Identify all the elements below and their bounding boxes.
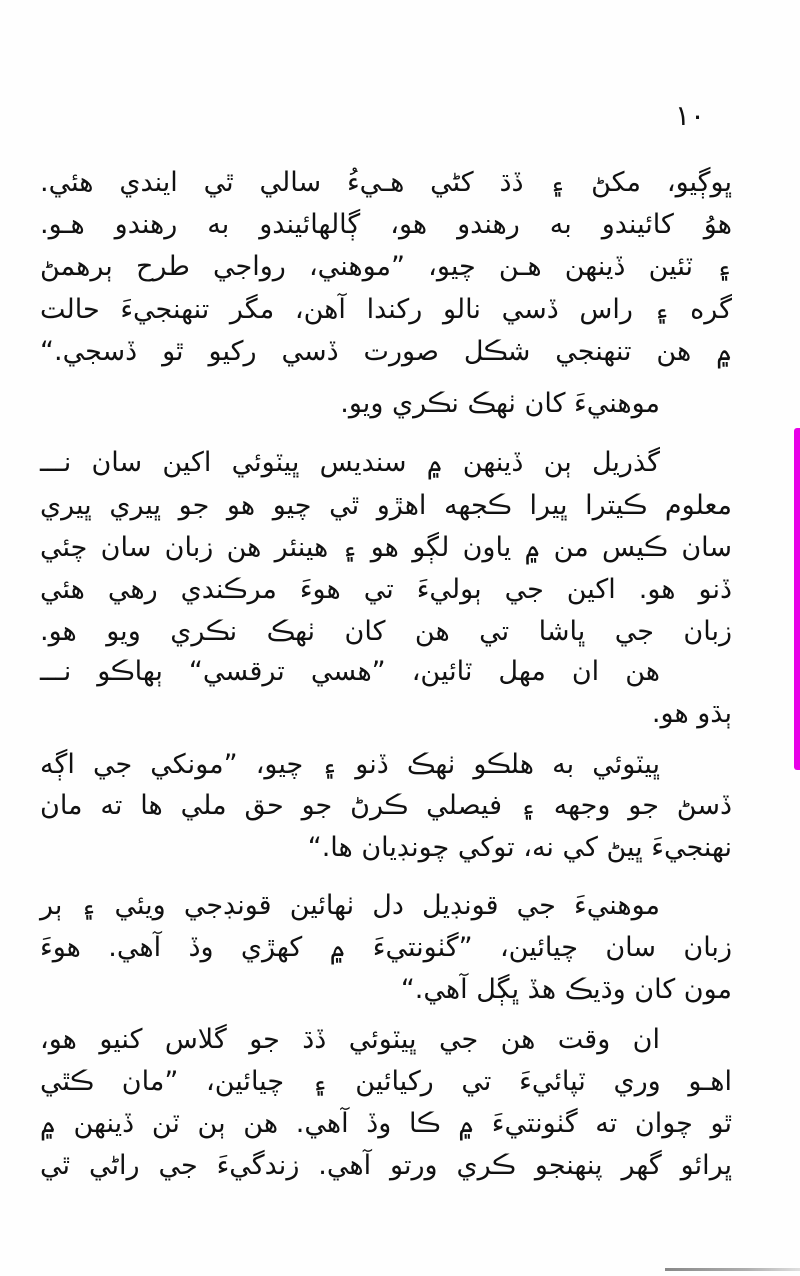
- text-line: ٻڌو هو.: [651, 698, 732, 729]
- text-line: ٿو چوان ته گٺونتيءَ ۾ ڪا وڏ آهي. هن ٻن ٽن ڏينهن ۾: [40, 1108, 732, 1139]
- text-line: نهنجيءَ ڀيڻ کي نه، توکي چونڊيان ها.“: [307, 832, 732, 863]
- text-line: گره ۽ راس ڏسي نالو رکندا آهن، مگر تنهنجيءَ حالت: [40, 294, 732, 325]
- text-line: ڀرائو گهر پنهنجو ڪري ورتو آهي. زندگيءَ جي راڻي ٿي: [40, 1150, 732, 1181]
- text-line: ۽ ٽئين ڏينهن هـن چيو، ”موهني، رواجي طرح ٻرهمڻ: [40, 251, 732, 282]
- scan-edge-mark: [665, 1268, 800, 1271]
- text-line: ڀيٽوئي به هلڪو ٺهڪ ڏنو ۽ چيو، ”مونکي جي اڳه: [40, 749, 660, 780]
- text-line: موهنيءَ جي قونڊيل دل ٺهائين قونڊجي ويئي ۽ ٻر: [40, 890, 660, 921]
- text-line: موهنيءَ کان ٺهڪ نڪري ويو.: [340, 388, 660, 419]
- text-line: معلوم ڪيترا ڀيرا ڪجهه اهڙو ٿي چيو هو جو ڀيري ڀيري: [40, 490, 732, 521]
- text-line: ڀوڳيو، مکڻ ۽ ڏڌ کڻي هـيءُ سالي ٿي ايندي هئي.: [40, 167, 732, 198]
- text-line: مون کان وڌيڪ هڏ ڀڳل آهي.“: [400, 974, 732, 1005]
- page-edge-strip: [794, 428, 800, 770]
- text-line: اهـو وري ٽپائيءَ تي رکيائين ۽ چيائين، ”مان ڪٿي: [40, 1066, 732, 1097]
- text-line: سان ڪيس من ۾ ياون لڳو هو ۽ هينئر هن زبان سان چئي: [40, 532, 732, 563]
- text-line: ان وقت هن جي ڀيٽوئي ڏڌ جو گلاس کنيو هو،: [40, 1024, 660, 1055]
- text-line: زبان سان چيائين، ”گٺونتيءَ ۾ کهڙي وڏ آهي. هوءَ: [40, 932, 732, 963]
- page-number: ١٠: [674, 99, 706, 132]
- text-line: ڏنو هو. اکين جي ٻوليءَ تي هوءَ مرڪندي رهي هئي: [40, 574, 732, 605]
- text-line: زبان جي ڀاشا تي هن کان ٺهڪ نڪري ويو هو.: [40, 616, 732, 647]
- text-line: هن ان مهل ٽائين، ”هسي ترقسي“ ٻهاڪو نـــ: [40, 656, 660, 687]
- text-line: ۾ هن تنهنجي شڪل صورت ڏسي رکيو ٿو ڏسجي.“: [40, 336, 732, 367]
- text-line: ڏسڻ جو وجهه ۽ فيصلي ڪرڻ جو حق ملي ها ته مان: [40, 790, 732, 821]
- text-line: گذريل ٻن ڏينهن ۾ سنديس ڀيٽوئي اکين سان نـــ: [40, 447, 660, 478]
- text-line: هوُ کائيندو به رهندو هو، ڳالهائيندو به رهندو هـو.: [40, 209, 732, 240]
